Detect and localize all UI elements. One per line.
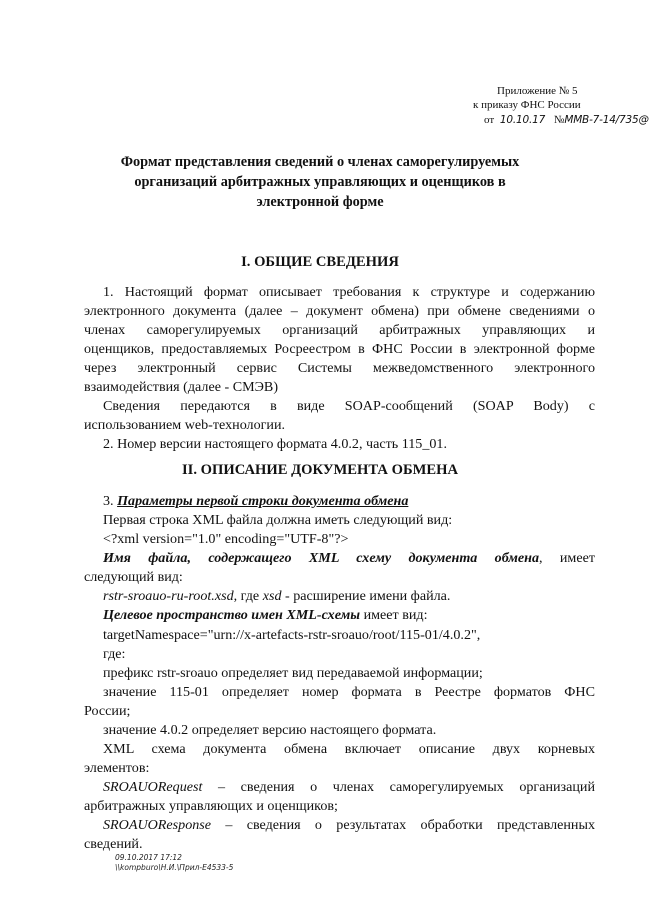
title-line-1: Формат представления сведений о членах саморегулируемых (120, 154, 520, 170)
para1-line6: взаимодействия (далее - СМЭВ) (84, 379, 279, 395)
namespace-tail: имеет вид: (360, 607, 428, 623)
section-1-heading: I. ОБЩИЕ СВЕДЕНИЯ (241, 254, 399, 270)
title-line-3: электронной форме (256, 194, 384, 210)
xsd-ext: xsd (262, 588, 282, 604)
value1-line2: России; (84, 703, 131, 719)
title-line-2: организаций арбитражных управляющих и оценщиков в (134, 174, 506, 190)
para1-line2: электронного документа (далее – документ обмена) при обмене сведениями о (84, 303, 595, 319)
header-appendix: Приложение № 5 (497, 85, 578, 97)
handwritten-number: ММВ-7-14/735@ (564, 114, 649, 126)
value1-line1: значение 115-01 определяет номер формата в Реестре форматов ФНС (103, 684, 595, 700)
item3-title: Параметры первой строки документа обмена (117, 493, 409, 509)
para2-line1: Сведения передаются в виде SOAP-сообщений (SOAP Body) с (103, 398, 595, 414)
xsd-line (103, 587, 595, 606)
first-line-text: Первая строка XML файла должна иметь следующий вид: (103, 512, 453, 528)
file-name-line2: следующий вид: (84, 569, 183, 585)
para1-line1: 1. Настоящий формат описывает требования к структуре и содержанию (103, 284, 595, 300)
response-element: SROAUOResponse (103, 817, 212, 833)
handwritten-date: 10.10.17 (499, 114, 546, 126)
target-namespace: targetNamespace="urn://x-artefacts-rstr-sroauo/root/115-01/4.0.2", (103, 627, 481, 643)
response-line1 (103, 816, 595, 835)
footer-timestamp: 09.10.2017 17:12 (115, 853, 182, 862)
response-line2: сведений. (84, 836, 143, 852)
file-name-line1 (103, 549, 595, 568)
schema-line2: элементов: (84, 760, 150, 776)
header-order: к приказу ФНС России (473, 99, 581, 111)
namespace-line (103, 606, 595, 625)
from-label: от (484, 114, 495, 126)
document-title (60, 152, 580, 212)
section-2-heading: II. ОПИСАНИЕ ДОКУМЕНТА ОБМЕНА (182, 462, 458, 478)
request-line2: арбитражных управляющих и оценщиков; (84, 798, 338, 814)
request-element: SROAUORequest (103, 779, 203, 795)
request-line1 (103, 778, 595, 797)
item3-number: 3. (103, 493, 118, 509)
footer-path: \\kompburo\Н.И.\Прил-Е4533-5 (115, 863, 234, 872)
prefix-line: префикс rstr-sroauo определяет вид передаваемой информации; (103, 665, 483, 681)
xsd-mid: , где (233, 588, 263, 604)
file-name-label: Имя файла, содержащего XML схему документа обмена (103, 550, 539, 566)
number-label: № (553, 114, 565, 126)
xsd-tail: - расширение имени файла. (281, 588, 451, 604)
item3-heading (103, 492, 595, 511)
response-tail: – сведения о результатах обработки представленных (211, 817, 595, 833)
para2-line2: использованием web-технологии. (84, 417, 286, 433)
para1-line3: членах саморегулируемых организаций арбитражных управляющих и (84, 322, 595, 338)
xsd-file-name: rstr-sroauo-ru-root.xsd (103, 588, 234, 604)
footer-stamp (115, 853, 233, 873)
where-label: где: (103, 646, 126, 662)
version-line: 2. Номер версии настоящего формата 4.0.2, часть 115_01. (103, 436, 447, 452)
value2-line: значение 4.0.2 определяет версию настоящего формата. (103, 722, 437, 738)
file-name-tail: , имеет (539, 550, 595, 566)
namespace-label: Целевое пространство имен XML-схемы (103, 607, 361, 623)
para1-line5: через электронный сервис Системы межведомственного электронного (84, 360, 595, 376)
header-order-ref (484, 113, 649, 127)
para1-line4: оценщиков, предоставляемых Росреестром в ФНС России в электронной форме (84, 341, 595, 357)
request-tail: – сведения о членах саморегулируемых организаций (202, 779, 595, 795)
xml-declaration: <?xml version="1.0" encoding="UTF-8"?> (103, 531, 349, 547)
schema-line1: XML схема документа обмена включает описание двух корневых (103, 741, 595, 757)
